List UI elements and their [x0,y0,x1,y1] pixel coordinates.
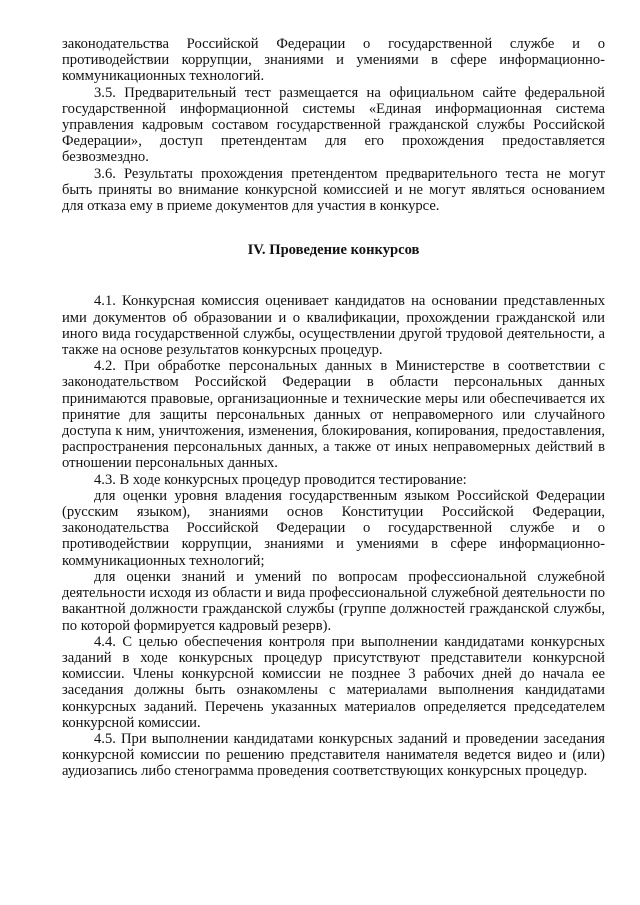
paragraph-4-2: 4.2. При обработке персональных данных в Министерстве в соответствии с законодательством Российской Федерации в области персональных данных принимаются правовые, организационные и технические меры или обеспечивается их принятие для защиты персональных данных от неправомерного или случайного доступа к ним, уничтожения, изменения, блокирования, копирования, предоставления, распространения персональных данных, а также от иных неправомерных действий в отношении персональных данных. [62,358,605,472]
paragraph-4-3-item-1: для оценки уровня владения государственным языком Российской Федерации (русским языком), знаниями основ Конституции Российской Федерации, законодательства Российской Федерации о государственной службе и о противодействии коррупции, знаниями и умениями в сфере информационно-коммуникационных технологий; [62,487,605,569]
paragraph-4-1: 4.1. Конкурсная комиссия оценивает кандидатов на основании представленных ими документов об образовании и о квалификации, прохождении гражданской или иного вида государственной службы, осуществлении другой трудовой деятельности, а также на основе результатов конкурсных процедур. [62,293,605,359]
paragraph-4-3: 4.3. В ходе конкурсных процедур проводится тестирование: [94,471,467,488]
section-heading: IV. Проведение конкурсов [247,242,420,259]
paragraph-4-4: 4.4. С целью обеспечения контроля при выполнении кандидатами конкурсных заданий в ходе конкурсных процедур присутствуют представители конкурсной комиссии. Члены конкурсной комиссии не позднее 3 рабочих дней до начала ее заседания должны быть ознакомлены с материалами выполнения кандидатами конкурсных заданий. Перечень указанных материалов определяется председателем конкурсной комиссии. [62,633,605,731]
paragraph-4-5: 4.5. При выполнении кандидатами конкурсных заданий и проведении заседания конкурсной комиссии по решению представителя нанимателя ведется видео и (или) аудиозапись либо стенограмма проведения соответствующих конкурсных процедур. [62,730,605,780]
paragraph-3-6: 3.6. Результаты прохождения претендентом предварительного теста не могут быть приняты во внимание конкурсной комиссией и не могут являться основанием для отказа ему в приеме документов для участия в конкурсе. [62,165,605,215]
paragraph-4-3-item-2: для оценки знаний и умений по вопросам профессиональной служебной деятельности исходя из области и вида профессиональной служебной деятельности по вакантной должности гражданской службы (группе должностей гражданской службы, по которой формируется кадровый резерв). [62,568,605,634]
paragraph-continuation: законодательства Российской Федерации о государственной службе и о противодействии коррупции, знаниями и умениями в сфере информационно-коммуникационных технологий. [62,36,605,85]
paragraph-3-5: 3.5. Предварительный тест размещается на официальном сайте федеральной государственной информационной системы «Единая информационная система управления кадровым составом государственной гражданской службы Российской Федерации», доступ претендентам для его прохождения предоставляется безвозмездно. [62,84,605,166]
